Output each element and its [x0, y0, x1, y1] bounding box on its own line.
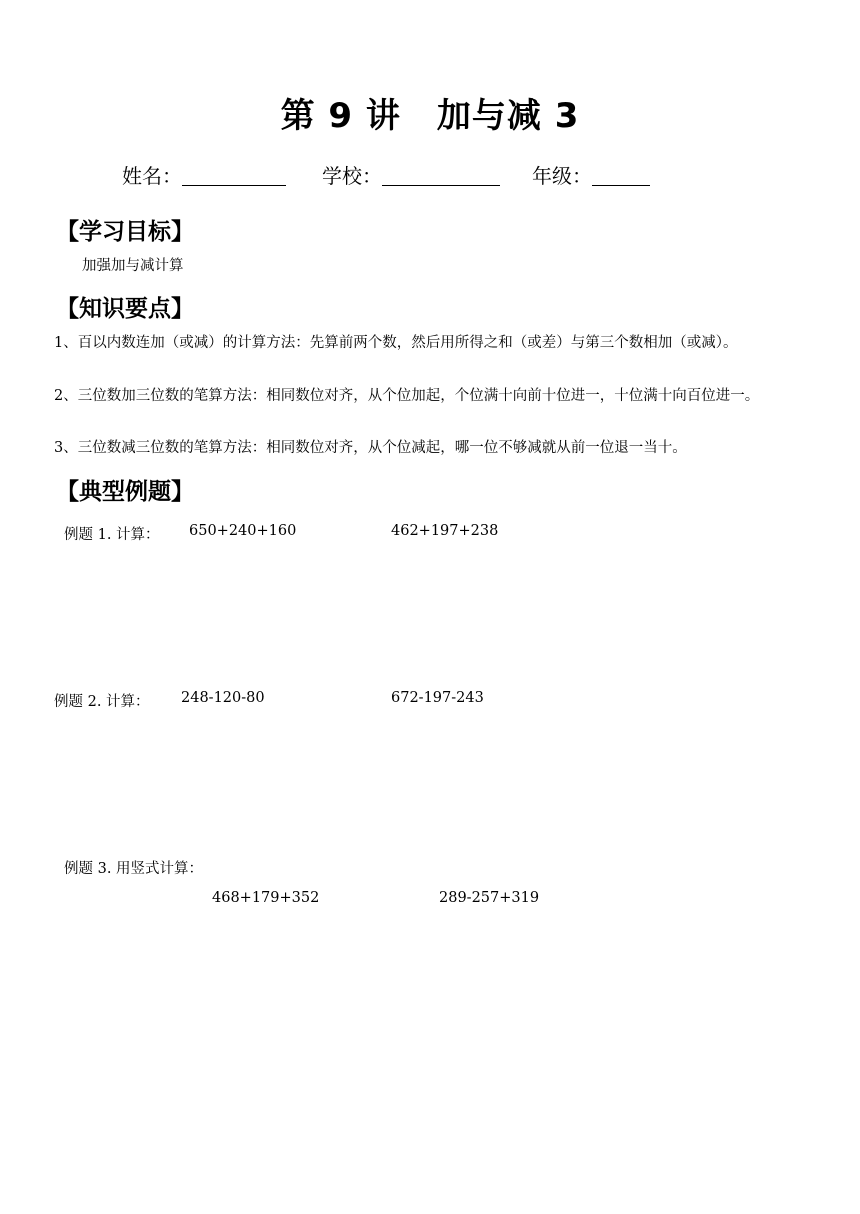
school-label: 学校： [322, 164, 382, 188]
name-label: 姓名： [122, 164, 182, 188]
knowledge-point-2: 2、三位数加三位数的笔算方法：相同数位对齐，从个位加起，个位满十向前十位进一，十位满十向百位进一。 [54, 388, 760, 404]
example-3-expression-1: 468+179+352 [212, 890, 320, 906]
lesson-topic: 加与减 3 [436, 96, 580, 136]
grade-field[interactable] [532, 160, 650, 189]
knowledge-point-3: 3、三位数减三位数的笔算方法：相同数位对齐，从个位减起，哪一位不够减就从前一位退一当十。 [54, 440, 687, 456]
example-2-expression-1: 248-120-80 [181, 690, 265, 706]
example-1-expression-2: 462+197+238 [391, 523, 499, 539]
student-name-field[interactable] [122, 160, 286, 189]
school-field[interactable] [322, 160, 500, 189]
example-1-expression-1: 650+240+160 [189, 523, 297, 539]
page-title [0, 88, 860, 137]
example-3-expression-2: 289-257+319 [439, 890, 540, 906]
grade-blank-line[interactable] [592, 165, 650, 186]
example-2-expression-2: 672-197-243 [391, 690, 484, 706]
objectives-heading: 【学习目标】 [56, 219, 194, 245]
example-2-label: 例题 2. 计算： [54, 694, 150, 710]
grade-label: 年级： [532, 164, 592, 188]
knowledge-point-1: 1、百以内数连加（或减）的计算方法：先算前两个数，然后用所得之和（或差）与第三个数相加（或减）。 [54, 335, 738, 351]
name-blank-line[interactable] [182, 165, 286, 186]
school-blank-line[interactable] [382, 165, 500, 186]
example-1-label: 例题 1. 计算： [64, 527, 160, 543]
knowledge-heading: 【知识要点】 [56, 296, 194, 322]
examples-heading: 【典型例题】 [56, 479, 194, 505]
lesson-number: 第 9 讲 [280, 96, 401, 136]
objectives-text: 加强加与减计算 [82, 258, 184, 274]
example-3-label: 例题 3. 用竖式计算： [64, 861, 204, 877]
